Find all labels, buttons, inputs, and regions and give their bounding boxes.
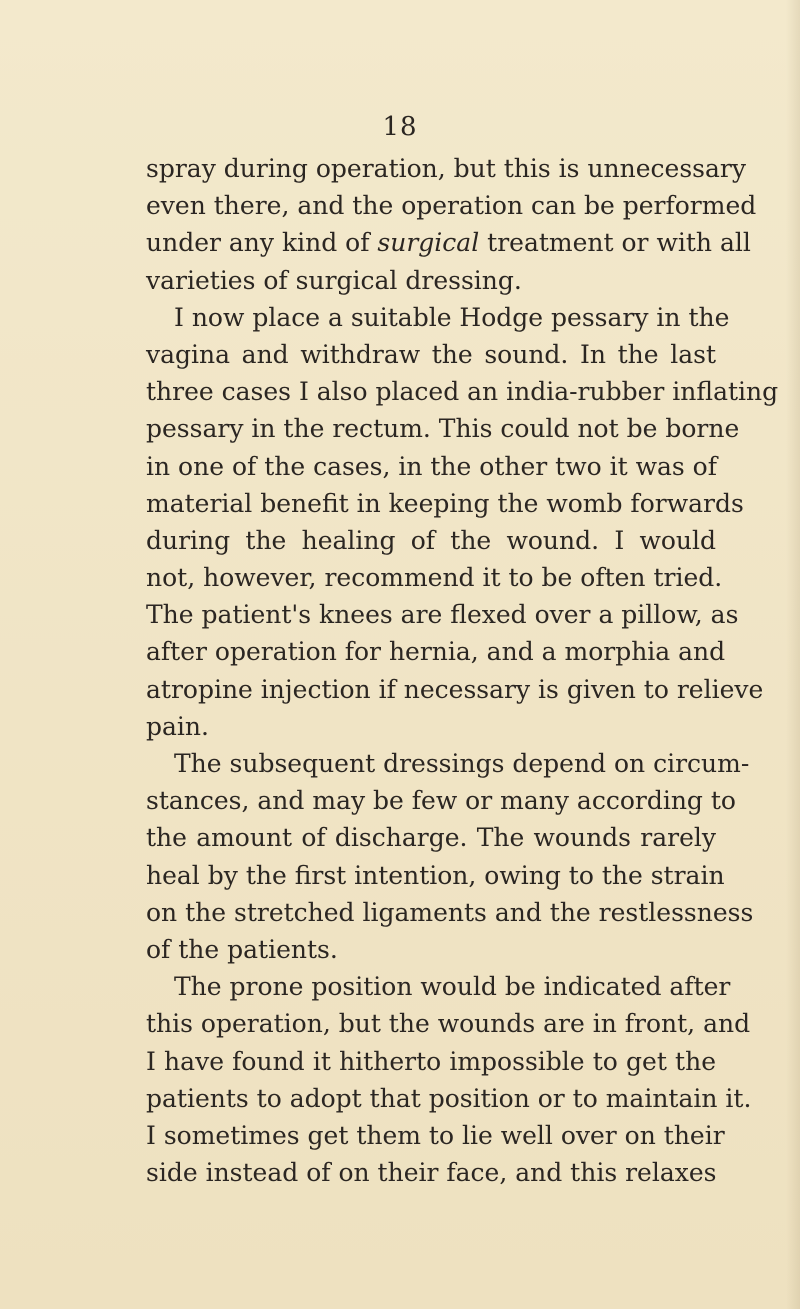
text-span: after operation for hernia, and a morphia and: [146, 637, 726, 667]
text-line: [146, 448, 716, 485]
text-line: [146, 262, 716, 299]
text-span: The subsequent dressings depend on circum-: [174, 749, 750, 778]
text-line: [146, 1005, 751, 1042]
text-line: [146, 1154, 716, 1191]
text-span: in one of the cases, in the other two it was of: [146, 451, 717, 481]
text-span: material benefit in keeping the womb forwards: [146, 488, 744, 518]
text-line: [146, 782, 736, 819]
text-span: treatment or with all: [479, 228, 751, 258]
text-line: [146, 819, 716, 856]
italic-word: surgical: [377, 228, 480, 258]
text-line: [146, 224, 751, 261]
text-span: pain.: [146, 711, 209, 741]
text-span: during the healing of the wound. I would: [146, 525, 716, 555]
text-line: [146, 596, 739, 633]
text-line: [146, 299, 730, 336]
text-line: [146, 522, 716, 559]
text-line: [146, 1043, 716, 1080]
text-line: [146, 1080, 752, 1117]
text-line: [146, 373, 779, 410]
text-line: [146, 671, 764, 708]
text-line: [146, 336, 716, 373]
text-span: vagina and withdraw the sound. In the last: [146, 339, 716, 369]
text-span: this operation, but the wounds are in front, and: [146, 1009, 751, 1039]
text-span: side instead of on their face, and this relaxes: [146, 1158, 717, 1188]
text-line: [146, 187, 757, 224]
text-span: varieties of surgical dressing.: [146, 265, 522, 295]
text-span: pessary in the rectum. This could not be borne: [146, 414, 740, 444]
text-line: [146, 559, 723, 596]
text-span: I have found it hitherto impossible to get the: [146, 1046, 716, 1076]
text-span: The patient's knees are flexed over a pillow, as: [146, 600, 739, 630]
text-span: spray during operation, but this is unnecessary: [146, 154, 746, 183]
text-line: [146, 745, 750, 782]
text-span: I sometimes get them to lie well over on their: [146, 1120, 725, 1150]
text-line: [146, 708, 716, 745]
page-number: 18: [382, 112, 418, 142]
text-span: heal by the first intention, owing to the strain: [146, 860, 725, 890]
page-edge-shadow: [786, 0, 800, 1309]
text-line: [146, 633, 726, 670]
text-span: on the stretched ligaments and the restlessness: [146, 897, 754, 927]
text-line: [146, 485, 744, 522]
text-span: not, however, recommend it to be often tried.: [146, 563, 723, 593]
text-line: [146, 1117, 725, 1154]
text-line: [146, 894, 754, 931]
text-line: [146, 410, 740, 447]
body-text: [146, 150, 779, 1191]
text-span: three cases I also placed an india-rubber inflating: [146, 377, 779, 407]
text-line: [146, 931, 716, 968]
text-line: [146, 150, 746, 187]
text-span: patients to adopt that position or to maintain it.: [146, 1083, 752, 1113]
text-span: I now place a suitable Hodge pessary in the: [174, 302, 730, 332]
text-span: the amount of discharge. The wounds rarely: [146, 823, 716, 853]
text-line: [146, 968, 731, 1005]
text-span: of the patients.: [146, 934, 338, 964]
text-span: under any kind of: [146, 228, 378, 258]
text-span: atropine injection if necessary is given to relieve: [146, 674, 764, 704]
text-span: The prone position would be indicated after: [174, 972, 731, 1002]
text-span: stances, and may be few or many according to: [146, 786, 736, 816]
text-span: even there, and the operation can be performed: [146, 191, 757, 221]
text-line: [146, 857, 725, 894]
